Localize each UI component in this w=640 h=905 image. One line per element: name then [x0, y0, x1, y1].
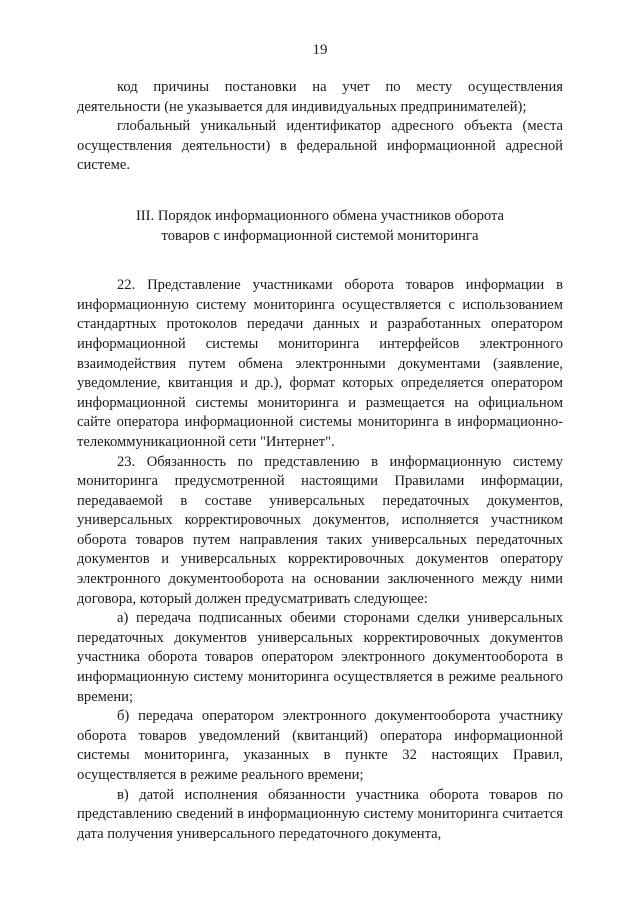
paragraph-fias-id: глобальный уникальный идентификатор адресного объекта (места осуществления деятельности) в федеральной информационной адресной системе.: [77, 118, 563, 174]
paragraph-kpp: код причины постановки на учет по месту осуществления деятельности (не указывается для индивидуальных предпринимателей);: [77, 79, 563, 115]
paragraph-22: 22. Представление участниками оборота товаров информации в информационную систему мониторинга осуществляется с использованием стандартных протоколов передачи данных и разработанных оператором информационной системы мониторинга интерфейсов электронного взаимодействия путем обмена электронными документами (заявление, уведомление, квитанция и др.), формат которых определяется оператором информационной системы мониторинга и размещается на официальном сайте оператора информационной системы мониторинга в информационно-телекоммуникационной сети "Интернет".: [77, 277, 563, 450]
document-body: [77, 78, 563, 844]
paragraph-23-v: в) датой исполнения обязанности участника оборота товаров по представлению сведений в информационную систему мониторинга считается дата получения универсального передаточного документа,: [77, 786, 563, 842]
section-heading: [77, 207, 563, 246]
paragraph-23-b: б) передача оператором электронного документооборота участнику оборота товаров уведомлений (квитанций) оператора информационной системы мониторинга, указанных в пункте 32 настоящих Правил, осуществляется в режиме реального времени;: [77, 708, 563, 783]
section-heading-line-2: товаров с информационной системой мониторинга: [161, 227, 479, 244]
paragraph-23-a: а) передача подписанных обеими сторонами сделки универсальных передаточных документов универсальных корректировочных документов участника оборота товаров оператором электронного документооборота в информационную систему мониторинга осуществляется в режиме реального времени;: [77, 610, 563, 705]
paragraph-23: 23. Обязанность по представлению в информационную систему мониторинга предусмотренной настоящими Правилами информации, передаваемой в составе универсальных передаточных документов, универсальных корректировочных документов, исполняется участником оборота товаров путем направления таких универсальных передаточных документов и универсальных корректировочных документов оператору электронного документооборота на основании заключенного между ними договора, который должен предусматривать следующее:: [77, 453, 563, 607]
section-heading-line-1: III. Порядок информационного обмена участников оборота: [135, 207, 505, 224]
page-number: 19: [312, 42, 328, 58]
